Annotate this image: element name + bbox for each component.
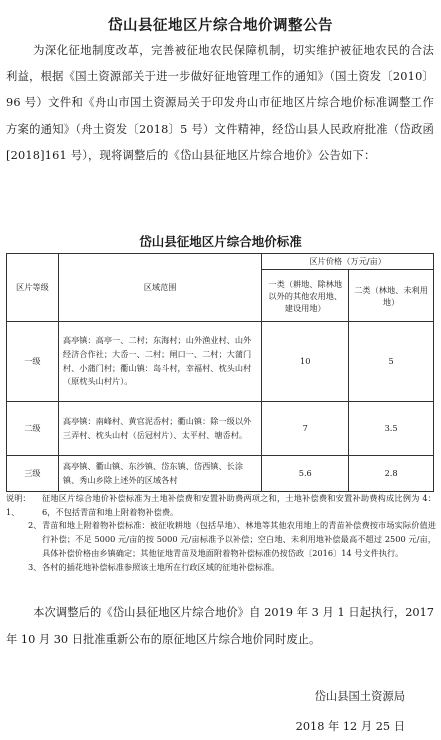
intro-paragraph: 为深化征地制度改革，完善被征地农民保障机制，切实维护被征地农民的合法利益，根据《国土资源部关于进一步做好征地管理工作的通知》（国土资发〔2010〕96 号）文件和《舟山市国土资源局关于印发舟山市征地区片综合地价标准调整工作方案的通知》（舟土资发〔2018〕5 号）文件精神，经岱山县人民政府批准（岱政函[2018]161 号），现将调整后的《岱山县征地区片综合地价》公告如下： [6,44,434,162]
note-label: 说明：1、 [6,493,31,517]
note-text: 征地区片综合地价补偿标准为土地补偿费和安置补助费两项之和，土地补偿费和安置补助费构成比例为 4：6，不包括青苗和地上附着物补偿费。 [42,493,436,517]
note-text: 青苗和地上附着物补偿标准：被征收耕地（包括旱地）、林地等其他农用地上的青苗补偿费按市场实际价值进行补偿；不足 5000 元/亩的按 5000 元/亩标准予以补偿；空白地、未利用地补偿最高不超过 2500 元/亩，具体补偿价格由乡镇确定；其他征地青苗及地面附着物补偿标准仍按岱政〔2016〕14 号文件执行。 [42,520,436,558]
note-item [6,492,436,519]
closing-paragraph: 本次调整后的《岱山县征地区片综合地价》自 2019 年 3 月 1 日起执行，2017 年 10 月 30 日批准重新公布的原征地区片综合地价同时废止。 [6,606,434,646]
issue-date: 2018 年 12 月 25 日 [295,720,405,733]
row-area: 高亭镇：南峰村、黄官泥岙村；衢山镇：除一级以外三弄村、枕头山村（岳冠村片）、太平村、塘岙村。 [58,402,261,456]
row-area: 高亭镇：高亭一、二村；东海村；山外渔业村、山外经济合作社；大岙一、二村；闸口一、二村；大蒲门村、小蒲门村；衢山镇：岛斗村，幸福村、枕头山村（原枕头山村片）。 [58,322,261,402]
land-price-table [6,253,434,492]
note-item [6,561,436,575]
row-class2-price: 3.5 [349,402,434,456]
header-class1: 一类（耕地、除林地以外的其他农用地、建设用地） [262,270,349,322]
row-class2-price: 2.8 [349,456,434,492]
row-class1-price: 5.6 [262,456,349,492]
row-class2-price: 5 [349,322,434,402]
issuing-organization: 岱山县国土资源局 [314,690,405,703]
header-area: 区域范围 [58,254,261,322]
header-class2: 二类（林地、未利用地） [349,270,434,322]
row-grade: 二级 [7,402,59,456]
row-grade: 一级 [7,322,59,402]
note-label: 2、 [28,520,42,531]
header-grade: 区片等级 [7,254,59,322]
note-label: 3、 [28,561,42,572]
header-price-group: 区片价格（万元/亩） [262,254,434,270]
table-title: 岱山县征地区片综合地价标准 [139,234,302,249]
table-header-row [7,254,434,270]
row-grade: 三级 [7,456,59,492]
table-row [7,322,434,402]
note-text: 各村的插花地补偿标准参照该土地所在行政区域的征地补偿标准。 [42,561,280,572]
notes-section [6,492,436,574]
row-area: 高亭镇、衢山镇、东沙镇、岱东镇、岱西镇、长涂镇、秀山乡除上述外的区域各村 [58,456,261,492]
row-class1-price: 7 [262,402,349,456]
table-row [7,402,434,456]
note-item [6,519,436,560]
row-class1-price: 10 [262,322,349,402]
table-row [7,456,434,492]
notice-title: 岱山县征地区片综合地价调整公告 [108,18,333,34]
